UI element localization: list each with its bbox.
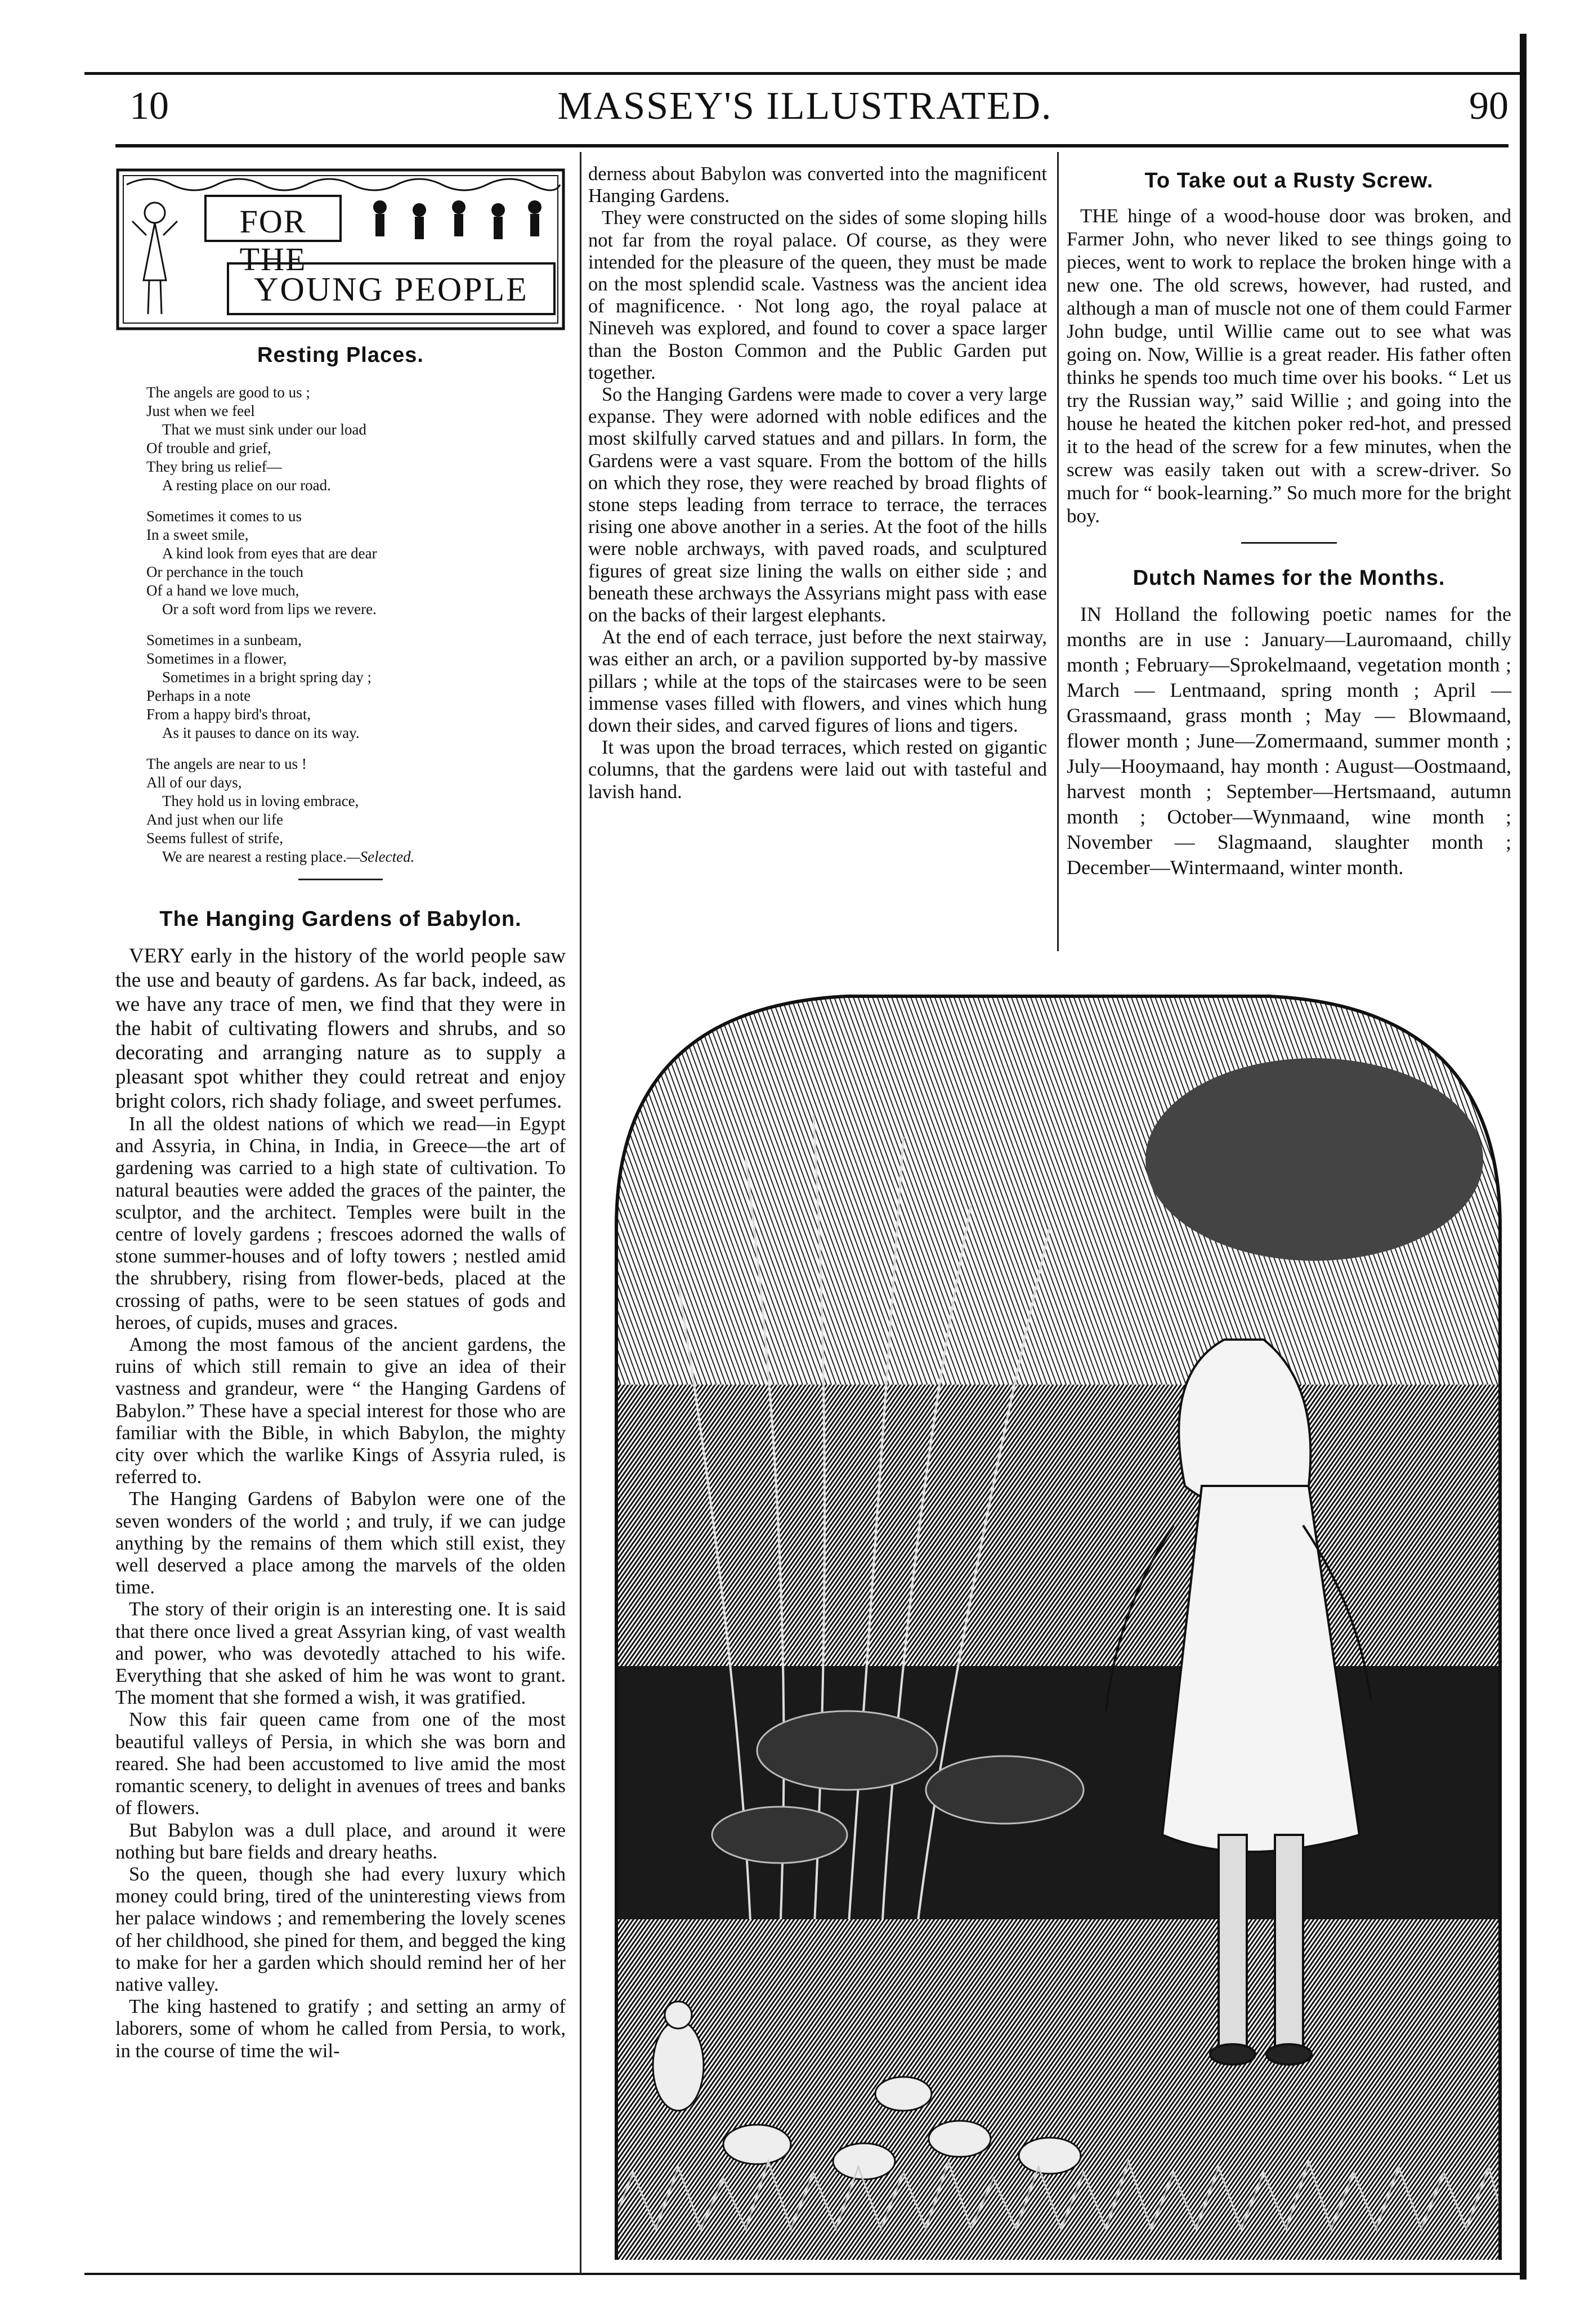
page-number-left: 10 bbox=[129, 84, 169, 128]
page-number-right: 90 bbox=[1469, 84, 1509, 128]
right-border bbox=[1520, 34, 1527, 2280]
bottom-border bbox=[84, 2273, 1525, 2275]
paragraph: So the queen, though she had every luxury which money could bring, tired of the uninteresting views from her palace windows ; and remembering the lovely scenes of her childhood, she pined for them, and begged the king to make for her a garden which should remind her of her native valley. bbox=[115, 1863, 566, 1995]
paragraph: Among the most famous of the ancient gardens, the ruins of which still remain to give an idea of their vastness and grandeur, were “ the Hanging Gardens of Babylon.” These have a special interest for those who are familiar with the Bible, in which Babylon, the mighty city over which the warlike Kings of Assyria ruled, is referred to. bbox=[115, 1334, 566, 1488]
poem-line: All of our days, bbox=[146, 774, 242, 791]
paragraph: It was upon the broad terraces, which rested on gigantic columns, that the gardens were laid out with tasteful and lavish hand. bbox=[588, 737, 1047, 803]
article-body-gardens bbox=[115, 944, 566, 2062]
paragraph: derness about Babylon was converted into the magnificent Hanging Gardens. bbox=[588, 163, 1047, 207]
poem-line: From a happy bird's throat, bbox=[146, 706, 311, 723]
masthead bbox=[84, 70, 1525, 138]
article-title-screw: To Take out a Rusty Screw. bbox=[1144, 169, 1434, 192]
poem-line: Sometimes in a flower, bbox=[146, 650, 287, 667]
poem-line: Sometimes it comes to us bbox=[146, 508, 302, 525]
banner-text-2: YOUNG PEOPLE bbox=[254, 271, 529, 308]
poem-line: Or perchance in the touch bbox=[146, 563, 303, 580]
poem-line: They bring us relief— bbox=[146, 458, 282, 475]
paragraph: At the end of each terrace, just before the next stairway, was either an arch, or a pavilion supported by-by massive pillars ; while at the tops of the staircases were to be seen immense vases filled with flowers, and vines which hung down their sides, and carved figures of lions and tigers. bbox=[588, 626, 1047, 737]
poem-line: Just when we feel bbox=[146, 402, 255, 419]
engraving-girl-with-ducks bbox=[611, 991, 1506, 2265]
poem-line: Of trouble and grief, bbox=[146, 440, 271, 456]
publication-title: MASSEY'S ILLUSTRATED. bbox=[557, 84, 1053, 128]
poem-line: And just when our life bbox=[146, 811, 283, 828]
paragraph: But Babylon was a dull place, and around it were nothing but bare fields and dreary heaths. bbox=[115, 1819, 566, 1863]
poem-resting-places bbox=[115, 383, 566, 866]
article-title-gardens: The Hanging Gardens of Babylon. bbox=[159, 907, 522, 931]
poem-line bbox=[146, 848, 566, 866]
poem-line: The angels are good to us ; bbox=[146, 384, 310, 401]
column-divider-1 bbox=[580, 152, 581, 2274]
poem-line: A resting place on our road. bbox=[162, 477, 331, 494]
poem-line: Perhaps in a note bbox=[146, 687, 251, 704]
poem-stanza bbox=[146, 507, 566, 619]
paragraph: They were constructed on the sides of some sloping hills not far from the royal palace. Of course, as they were intended for the pleasure of the queen, they must be made on the most splendid scale. Vastness was the ancient idea of magnificence. · Not long ago, the royal palace at Nineveh was explored, and found to cover a space larger than the Boston Common and the Public Garden put together. bbox=[588, 207, 1047, 383]
poem-line: In a sweet smile, bbox=[146, 526, 249, 543]
poem-last-line: We are nearest a resting place. bbox=[162, 848, 347, 865]
poem-line: As it pauses to dance on its way. bbox=[162, 724, 360, 741]
poem-signature: —Selected. bbox=[346, 848, 415, 865]
dancing-figures-icon bbox=[373, 200, 541, 239]
poem-stanza bbox=[146, 755, 566, 866]
header-rule bbox=[115, 144, 1509, 147]
poem-line: Of a hand we love much, bbox=[146, 582, 299, 599]
poem-line: Or a soft word from lips we revere. bbox=[162, 601, 377, 617]
paragraph: So the Hanging Gardens were made to cover a very large expanse. They were adorned with noble edifices and the most skilfully carved statues and and pillars. In form, the Gardens were a vast square. From the bottom of the hills on which they rose, they were reached by broad flights of stone steps leading from terrace to terrace, the terraces rising one above another in a series. At the foot of the hills were noble archways, with paved roads, and sculptured figures of great size lining the walls on either side ; and beneath these archways the Assyrians might pass with ease on the backs of their largest elephants. bbox=[588, 384, 1047, 626]
paragraph: The king hastened to gratify ; and setting an army of laborers, some of whom he called from Persia, to work, in the course of time the wil- bbox=[115, 1996, 566, 2062]
banner-text-1: FOR THE bbox=[239, 203, 307, 277]
poem-line: That we must sink under our load bbox=[162, 421, 366, 438]
column-divider-2 bbox=[1057, 152, 1059, 951]
poem-line: Sometimes in a bright spring day ; bbox=[162, 669, 371, 686]
paragraph: In all the oldest nations of which we read—in Egypt and Assyria, in China, in India, in Greece—the art of gardening was carried to a high state of cultivation. To natural beauties were added the graces of the painter, the sculptor, and the architect. Temples were built in the centre of lovely gardens ; frescoes adorned the walls of stone summer-houses and of lofty towers ; nestled amid the shrubbery, rising from flower-beds, placed at the crossing of paths, were to be seen statues of gods and heroes, of cupids, muses and graces. bbox=[115, 1113, 566, 1333]
paragraph: Now this fair queen came from one of the most beautiful valleys of Persia, in which she was born and reared. She had been accustomed to live amid the most romantic scenery, to delight in avenues of trees and banks of flowers. bbox=[115, 1709, 566, 1819]
poem-line: Seems fullest of strife, bbox=[146, 830, 283, 847]
poem-stanza bbox=[146, 631, 566, 742]
poem-title: Resting Places. bbox=[257, 343, 424, 367]
poem-line: A kind look from eyes that are dear bbox=[162, 545, 377, 562]
middle-column bbox=[588, 163, 1047, 803]
paragraph: IN Holland the following poetic names for the months are in use : January—Lauromaand, chilly month ; February—Sprokelmaand, vegetation month ; March — Lentmaand, spring month ; April — Grassmaand, grass month ; May — Blowmaand, flower month ; June—Zomermaand, summer month ; July—Hooymaand, hay month : August—Oostmaand, harvest month ; September—Hertsmaand, autumn month ; October—Wynmaand, wine month ; November — Slagmaand, slaughter month ; December—Wintermaand, winter month. bbox=[1067, 603, 1511, 879]
poem-line: Sometimes in a sunbeam, bbox=[146, 632, 302, 648]
poem-line: They hold us in loving embrace, bbox=[162, 792, 359, 809]
paragraph: The story of their origin is an interesting one. It is said that there once lived a great Assyrian king, of vast wealth and power, who was devotedly attached to his wife. Everything that she asked of him he was wont to grant. The moment that she formed a wish, it was gratified. bbox=[115, 1598, 566, 1709]
article-title-dutch-months: Dutch Names for the Months. bbox=[1133, 566, 1445, 590]
left-column bbox=[115, 168, 566, 2062]
paragraph: THE hinge of a wood-house door was broken, and Farmer John, who never liked to see things going to pieces, went to work to replace the broken hinge with a new one. The old screws, however, had rusted, and although a man of muscle not one of them could Farmer John budge, until Willie came out to see what was going on. Now, Willie is a great reader. His father often thinks he spends too much time over his books. “ Let us try the Russian way,” said Willie ; and going into the house he heated the kitchen poker red-hot, and pressed it to the head of the screw for a few minutes, when the screw was easily taken out with a screw-driver. So much for “ book-learning.” So much more for the bright boy. bbox=[1067, 205, 1511, 527]
child-figure-icon bbox=[132, 203, 177, 314]
poem-stanza bbox=[146, 383, 566, 495]
paragraph: The Hanging Gardens of Babylon were one of the seven wonders of the world ; and truly, if we can judge anything by the remains of them which still exist, they well deserved a place among the marvels of the olden time. bbox=[115, 1488, 566, 1598]
right-column bbox=[1067, 169, 1511, 880]
paragraph: VERY early in the history of the world people saw the use and beauty of gardens. As far back, indeed, as we have any trace of men, we find that they were in the habit of cultivating flowers and shrubs, and so decorating and arranging nature as to supply a pleasant spot whither they could retreat and enjoy bright colors, rich shady foliage, and sweet perfumes. bbox=[115, 944, 566, 1113]
poem-line: The angels are near to us ! bbox=[146, 755, 307, 772]
